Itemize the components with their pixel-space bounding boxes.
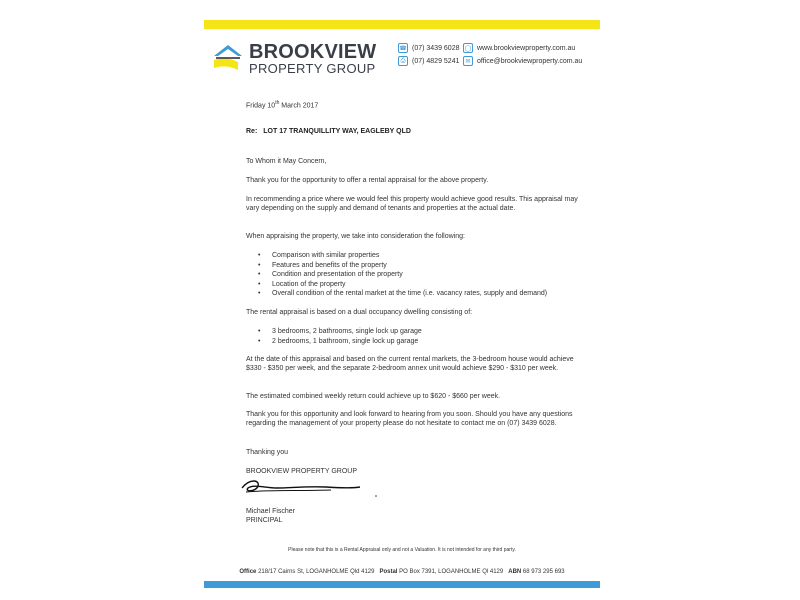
globe-icon: ◯ xyxy=(463,43,473,53)
top-accent-bar xyxy=(204,20,600,29)
dwellings-list xyxy=(258,327,422,346)
email-contact xyxy=(463,56,582,66)
signer-name: Michael Fischer xyxy=(246,508,296,515)
phone-icon: ☎ xyxy=(398,43,408,53)
list-item: • 3 bedrooms, 2 bathrooms, single lock up garage xyxy=(258,327,422,337)
website-link[interactable]: www.brookviewproperty.com.au xyxy=(477,44,576,52)
list-item: • Features and benefits of the property xyxy=(258,261,547,271)
paragraph-combined-return: The estimated combined weekly return could achieve up to $620 - $660 per week. xyxy=(246,393,501,400)
email-link[interactable]: office@brookviewproperty.com.au xyxy=(477,57,583,65)
envelope-icon: ✉ xyxy=(463,56,473,66)
paragraph-appraisal: At the date of this appraisal and based on the current rental markets, the 3-bedroom house would achieve $330 - $350 per week, and the separate 2-bedroom annex unit would achieve $290 - $310 per week. xyxy=(246,356,574,372)
list-item: • Condition and presentation of the property xyxy=(258,270,547,280)
subject-line: Re: LOT 17 TRANQUILLITY WAY, EAGLEBY QLD xyxy=(246,128,411,135)
list-item: • Location of the property xyxy=(258,280,547,290)
paragraph-closing: Thank you for this opportunity and look forward to hearing from you soon. Should you have any questions regarding the management of your property please do not hesitate to contact me on (07) 3439 6028. xyxy=(246,411,573,427)
footer-address: Office 218/17 Cairns St, LOGANHOLME Qld 4129 Postal PO Box 7391, LOGANHOLME Ql 4129 ABN 68 973 295 693 xyxy=(239,569,565,575)
list-item: • 2 bedrooms, 1 bathroom, single lock up garage xyxy=(258,337,422,347)
salutation: To Whom it May Concern, xyxy=(246,158,327,165)
company-signoff: BROOKVIEW PROPERTY GROUP xyxy=(246,468,357,475)
paragraph-dwelling-intro: The rental appraisal is based on a dual occupancy dwelling consisting of: xyxy=(246,309,473,316)
website-contact xyxy=(463,43,575,53)
brand-subtitle: PROPERTY GROUP xyxy=(249,61,376,76)
fax-contact: ⎙ (07) 4829 5241 xyxy=(398,56,459,66)
letter-date: Friday 10th March 2017 xyxy=(246,100,319,110)
paragraph-considerations-intro: When appraising the property, we take into consideration the following: xyxy=(246,233,465,240)
disclaimer-note: Please note that this is a Rental Appraisal only and not a Valuation. It is not intended for any third party. xyxy=(288,547,516,553)
brand-name: BROOKVIEW xyxy=(249,41,377,63)
paragraph-recommendation: In recommending a price where we would feel this property would achieve good results. This appraisal may vary depending on the supply and demand of tenants and properties at the actual date. xyxy=(246,196,578,212)
closing-phrase: Thanking you xyxy=(246,449,289,456)
paragraph-intro: Thank you for the opportunity to offer a rental appraisal for the above property. xyxy=(246,177,489,184)
considerations-list xyxy=(258,251,547,299)
signer-title: PRINCIPAL xyxy=(246,517,283,524)
fax-icon: ⎙ xyxy=(398,56,408,66)
phone-contact: ☎ (07) 3439 6028 xyxy=(399,44,460,52)
list-item: • Comparison with similar properties xyxy=(258,251,547,261)
signature-icon xyxy=(236,476,386,500)
house-logo-icon xyxy=(212,42,246,74)
bottom-accent-bar xyxy=(204,581,600,588)
list-item: • Overall condition of the rental market at the time (i.e. vacancy rates, supply and demand) xyxy=(258,289,547,299)
